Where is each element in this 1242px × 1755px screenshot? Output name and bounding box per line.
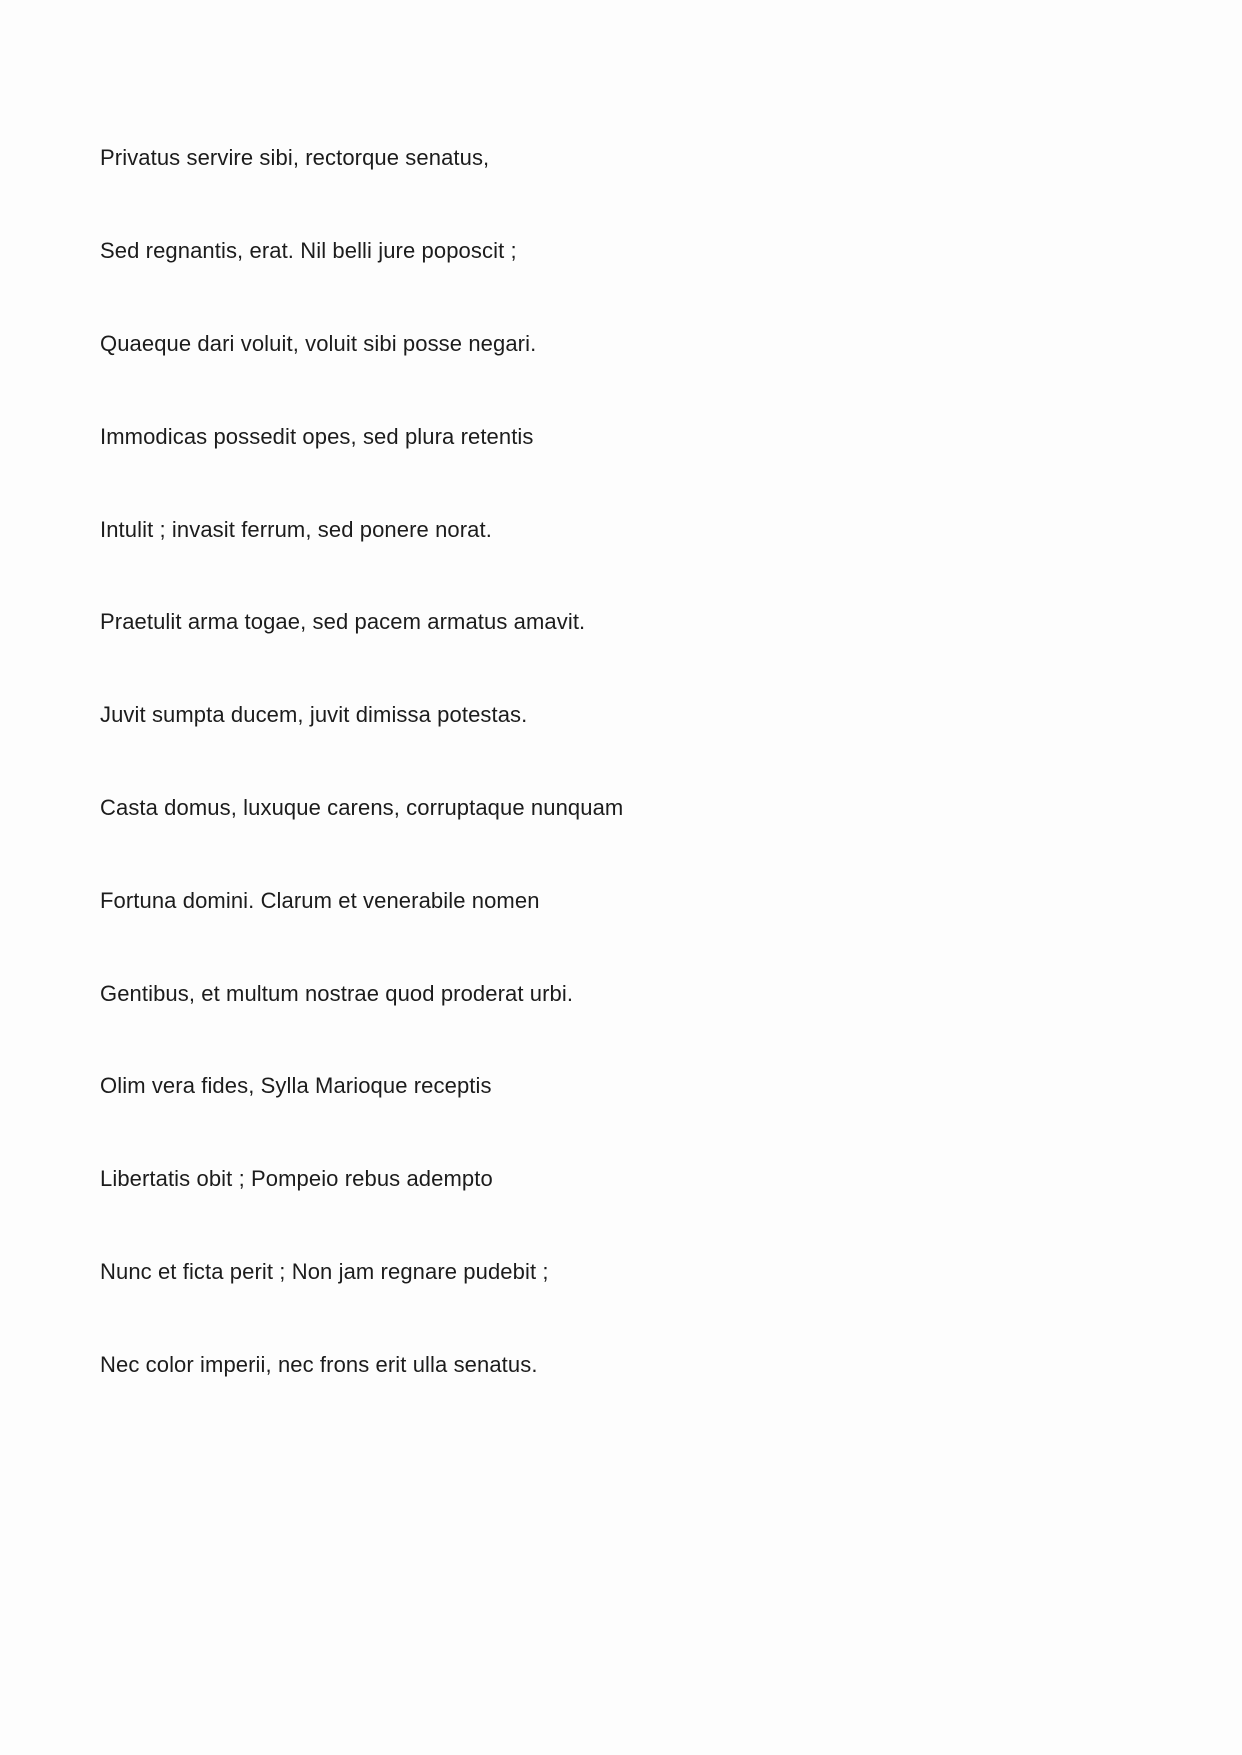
poem-line: Olim vera fides, Sylla Marioque receptis bbox=[100, 1073, 492, 1099]
poem-text-block bbox=[100, 112, 1182, 1411]
poem-line: Quaeque dari voluit, voluit sibi posse negari. bbox=[100, 330, 537, 356]
poem-line: Fortuna domini. Clarum et venerabile nomen bbox=[100, 887, 540, 913]
poem-line: Libertatis obit ; Pompeio rebus adempto bbox=[100, 1166, 493, 1192]
poem-line: Nec color imperii, nec frons erit ulla senatus. bbox=[100, 1351, 538, 1377]
poem-line: Casta domus, luxuque carens, corruptaque nunquam bbox=[100, 794, 624, 820]
poem-line: Privatus servire sibi, rectorque senatus, bbox=[100, 145, 490, 171]
poem-line: Juvit sumpta ducem, juvit dimissa potestas. bbox=[100, 702, 528, 728]
poem-line: Nunc et ficta perit ; Non jam regnare pudebit ; bbox=[100, 1258, 549, 1284]
poem-line: Sed regnantis, erat. Nil belli jure poposcit ; bbox=[100, 238, 517, 264]
poem-line: Intulit ; invasit ferrum, sed ponere norat. bbox=[100, 516, 492, 542]
poem-line: Praetulit arma togae, sed pacem armatus amavit. bbox=[100, 609, 586, 635]
poem-line: Gentibus, et multum nostrae quod proderat urbi. bbox=[100, 980, 574, 1006]
poem-line: Immodicas possedit opes, sed plura retentis bbox=[100, 423, 534, 449]
